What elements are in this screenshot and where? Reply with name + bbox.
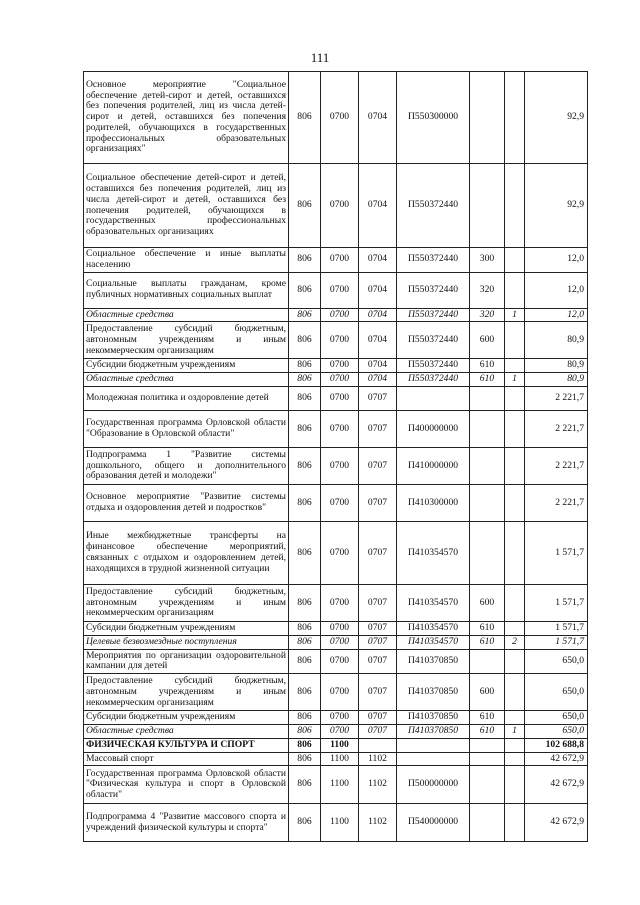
table-body (84, 72, 588, 842)
funding-source-code (505, 322, 525, 359)
amount: 650,0 (525, 724, 588, 738)
table-row (84, 164, 588, 248)
ministry-code: 806 (289, 484, 321, 521)
row-description: Предоставление субсидий бюджетным, автономным учреждениям и иным некоммерческим организациям (84, 674, 289, 711)
table-row (84, 322, 588, 359)
subsection-code (359, 738, 397, 752)
subsection-code: 1102 (359, 752, 397, 766)
table-row (84, 724, 588, 738)
section-code: 0700 (321, 164, 359, 248)
row-description: Молодежная политика и оздоровление детей (84, 386, 289, 410)
expense-type-code: 600 (470, 674, 505, 711)
expense-type-code: 300 (470, 248, 505, 273)
row-description: Иные межбюджетные трансферты на финансовое обеспечение мероприятий, связанных с отдыхом и оздоровлением детей, находящихся в трудной жизненной ситуации (84, 521, 289, 584)
amount: 1 571,7 (525, 635, 588, 649)
section-code: 0700 (321, 674, 359, 711)
expense-type-code: 610 (470, 635, 505, 649)
section-code: 0700 (321, 649, 359, 674)
target-article-code (397, 752, 470, 766)
amount: 650,0 (525, 674, 588, 711)
subsection-code: 0707 (359, 521, 397, 584)
amount: 2 221,7 (525, 410, 588, 447)
target-article-code: П410370850 (397, 724, 470, 738)
funding-source-code (505, 248, 525, 273)
table-row (84, 711, 588, 725)
row-description: Областные средства (84, 308, 289, 322)
subsection-code: 0707 (359, 621, 397, 635)
expense-type-code: 610 (470, 711, 505, 725)
funding-source-code (505, 521, 525, 584)
funding-source-code: 1 (505, 373, 525, 387)
ministry-code: 806 (289, 804, 321, 842)
subsection-code: 0707 (359, 711, 397, 725)
subsection-code: 0704 (359, 322, 397, 359)
row-description: Субсидии бюджетным учреждениям (84, 621, 289, 635)
row-description: Социальное обеспечение и иные выплаты населению (84, 248, 289, 273)
ministry-code: 806 (289, 621, 321, 635)
target-article-code: П550372440 (397, 373, 470, 387)
funding-source-code (505, 484, 525, 521)
section-code: 0700 (321, 521, 359, 584)
row-description: Целевые безвозмездные поступления (84, 635, 289, 649)
funding-source-code (505, 359, 525, 373)
expense-type-code: 610 (470, 373, 505, 387)
amount: 12,0 (525, 308, 588, 322)
row-description: Предоставление субсидий бюджетным, автономным учреждениям и иным некоммерческим организациям (84, 584, 289, 621)
section-code: 0700 (321, 386, 359, 410)
subsection-code: 0704 (359, 272, 397, 308)
subsection-code: 0707 (359, 584, 397, 621)
table-row (84, 447, 588, 484)
row-description: Предоставление субсидий бюджетным, автономным учреждениям и иным некоммерческим организациям (84, 322, 289, 359)
target-article-code: П550372440 (397, 308, 470, 322)
table-row (84, 359, 588, 373)
ministry-code: 806 (289, 447, 321, 484)
section-code: 1100 (321, 738, 359, 752)
subsection-code: 0704 (359, 308, 397, 322)
section-code: 0700 (321, 484, 359, 521)
section-code: 0700 (321, 359, 359, 373)
table-row (84, 766, 588, 804)
subsection-code: 0707 (359, 724, 397, 738)
expense-type-code (470, 766, 505, 804)
table-row (84, 584, 588, 621)
table-row (84, 738, 588, 752)
target-article-code: П500000000 (397, 766, 470, 804)
table-row (84, 248, 588, 273)
section-code: 0700 (321, 584, 359, 621)
expense-type-code (470, 804, 505, 842)
ministry-code: 806 (289, 410, 321, 447)
subsection-code: 0704 (359, 164, 397, 248)
ministry-code: 806 (289, 649, 321, 674)
page-number: 111 (310, 50, 330, 65)
row-description: Мероприятия по организации оздоровительной кампании для детей (84, 649, 289, 674)
ministry-code: 806 (289, 248, 321, 273)
funding-source-code (505, 164, 525, 248)
table-row (84, 484, 588, 521)
table-row (84, 674, 588, 711)
target-article-code: П550372440 (397, 359, 470, 373)
subsection-code: 0707 (359, 447, 397, 484)
section-code: 0700 (321, 72, 359, 164)
row-description: Подпрограмма 4 "Развитие массового спорта и учреждений физической культуры и спорта" (84, 804, 289, 842)
amount: 1 571,7 (525, 621, 588, 635)
amount: 2 221,7 (525, 484, 588, 521)
funding-source-code (505, 649, 525, 674)
table-row (84, 752, 588, 766)
row-description: Областные средства (84, 373, 289, 387)
target-article-code: П410354570 (397, 621, 470, 635)
amount: 2 221,7 (525, 386, 588, 410)
funding-source-code (505, 711, 525, 725)
table-row (84, 635, 588, 649)
section-code: 1100 (321, 804, 359, 842)
ministry-code: 806 (289, 584, 321, 621)
target-article-code: П550372440 (397, 272, 470, 308)
funding-source-code (505, 272, 525, 308)
target-article-code: П410300000 (397, 484, 470, 521)
table-row (84, 804, 588, 842)
expense-type-code: 320 (470, 272, 505, 308)
subsection-code: 0707 (359, 386, 397, 410)
expense-type-code (470, 752, 505, 766)
ministry-code: 806 (289, 386, 321, 410)
amount: 92,9 (525, 72, 588, 164)
ministry-code: 806 (289, 322, 321, 359)
expense-type-code: 610 (470, 621, 505, 635)
ministry-code: 806 (289, 164, 321, 248)
subsection-code: 0707 (359, 649, 397, 674)
target-article-code (397, 738, 470, 752)
ministry-code: 806 (289, 72, 321, 164)
ministry-code: 806 (289, 711, 321, 725)
target-article-code: П400000000 (397, 410, 470, 447)
funding-source-code (505, 766, 525, 804)
subsection-code: 0704 (359, 373, 397, 387)
expense-type-code: 600 (470, 322, 505, 359)
target-article-code: П410370850 (397, 649, 470, 674)
section-code: 0700 (321, 447, 359, 484)
section-code: 0700 (321, 711, 359, 725)
section-code: 0700 (321, 322, 359, 359)
funding-source-code (505, 410, 525, 447)
table-row (84, 72, 588, 164)
ministry-code: 806 (289, 521, 321, 584)
funding-source-code (505, 447, 525, 484)
subsection-code: 0704 (359, 359, 397, 373)
row-description: Основное мероприятие "Развитие системы отдыха и оздоровления детей и подростков" (84, 484, 289, 521)
amount: 42 672,9 (525, 752, 588, 766)
expense-type-code (470, 447, 505, 484)
amount: 1 571,7 (525, 521, 588, 584)
expense-type-code: 610 (470, 724, 505, 738)
funding-source-code (505, 752, 525, 766)
row-description: Социальные выплаты гражданам, кроме публичных нормативных социальных выплат (84, 272, 289, 308)
expense-type-code: 320 (470, 308, 505, 322)
subsection-code: 0704 (359, 72, 397, 164)
amount: 650,0 (525, 711, 588, 725)
section-code: 1100 (321, 766, 359, 804)
ministry-code: 806 (289, 373, 321, 387)
budget-table (83, 71, 588, 842)
funding-source-code (505, 584, 525, 621)
funding-source-code (505, 621, 525, 635)
ministry-code: 806 (289, 724, 321, 738)
ministry-code: 806 (289, 752, 321, 766)
amount: 2 221,7 (525, 447, 588, 484)
section-code: 0700 (321, 308, 359, 322)
section-code: 0700 (321, 272, 359, 308)
section-code: 1100 (321, 752, 359, 766)
row-description: Подпрограмма 1 "Развитие системы дошкольного, общего и дополнительного образования детей и молодежи" (84, 447, 289, 484)
ministry-code: 806 (289, 359, 321, 373)
subsection-code: 0704 (359, 248, 397, 273)
target-article-code: П550300000 (397, 72, 470, 164)
expense-type-code (470, 738, 505, 752)
expense-type-code: 600 (470, 584, 505, 621)
expense-type-code (470, 410, 505, 447)
row-description: Субсидии бюджетным учреждениям (84, 359, 289, 373)
amount: 650,0 (525, 649, 588, 674)
row-description: Государственная программа Орловской области "Образование в Орловской области" (84, 410, 289, 447)
ministry-code: 806 (289, 272, 321, 308)
section-code: 0700 (321, 248, 359, 273)
target-article-code: П410354570 (397, 521, 470, 584)
amount: 12,0 (525, 272, 588, 308)
target-article-code: П550372440 (397, 322, 470, 359)
funding-source-code (505, 386, 525, 410)
section-code: 0700 (321, 724, 359, 738)
funding-source-code (505, 738, 525, 752)
target-article-code: П550372440 (397, 164, 470, 248)
target-article-code: П550372440 (397, 248, 470, 273)
ministry-code: 806 (289, 674, 321, 711)
target-article-code: П410370850 (397, 711, 470, 725)
expense-type-code (470, 72, 505, 164)
expense-type-code (470, 386, 505, 410)
amount: 42 672,9 (525, 804, 588, 842)
funding-source-code: 1 (505, 308, 525, 322)
expense-type-code (470, 164, 505, 248)
funding-source-code (505, 674, 525, 711)
ministry-code: 806 (289, 738, 321, 752)
amount: 102 688,8 (525, 738, 588, 752)
amount: 12,0 (525, 248, 588, 273)
amount: 42 672,9 (525, 766, 588, 804)
section-code: 0700 (321, 373, 359, 387)
funding-source-code: 1 (505, 724, 525, 738)
target-article-code (397, 386, 470, 410)
section-code: 0700 (321, 635, 359, 649)
row-description: Государственная программа Орловской области "Физическая культура и спорт в Орловской области" (84, 766, 289, 804)
subsection-code: 0707 (359, 635, 397, 649)
expense-type-code: 610 (470, 359, 505, 373)
row-description: Основное мероприятие "Социальное обеспечение детей-сирот и детей, оставшихся без попечения родителей, лиц из числа детей-сирот и детей, оставшихся без попечения родителей, обучающихся в государственных профессиональных образовательных организациях" (84, 72, 289, 164)
table-row (84, 386, 588, 410)
funding-source-code (505, 72, 525, 164)
amount: 80,9 (525, 322, 588, 359)
subsection-code: 1102 (359, 804, 397, 842)
target-article-code: П410354570 (397, 635, 470, 649)
subsection-code: 0707 (359, 484, 397, 521)
row-description: ФИЗИЧЕСКАЯ КУЛЬТУРА И СПОРТ (84, 738, 289, 752)
table-row (84, 621, 588, 635)
section-code: 0700 (321, 621, 359, 635)
expense-type-code (470, 484, 505, 521)
ministry-code: 806 (289, 308, 321, 322)
row-description: Областные средства (84, 724, 289, 738)
section-code: 0700 (321, 410, 359, 447)
amount: 80,9 (525, 373, 588, 387)
table-row (84, 308, 588, 322)
ministry-code: 806 (289, 766, 321, 804)
funding-source-code: 2 (505, 635, 525, 649)
target-article-code: П410000000 (397, 447, 470, 484)
amount: 92,9 (525, 164, 588, 248)
expense-type-code (470, 649, 505, 674)
table-row (84, 272, 588, 308)
expense-type-code (470, 521, 505, 584)
table-row (84, 410, 588, 447)
ministry-code: 806 (289, 635, 321, 649)
funding-source-code (505, 804, 525, 842)
row-description: Массовый спорт (84, 752, 289, 766)
amount: 1 571,7 (525, 584, 588, 621)
target-article-code: П540000000 (397, 804, 470, 842)
amount: 80,9 (525, 359, 588, 373)
table-row (84, 373, 588, 387)
table-row (84, 521, 588, 584)
row-description: Социальное обеспечение детей-сирот и детей, оставшихся без попечения родителей, лиц из числа детей-сирот и детей, оставшихся без попечения родителей, обучающихся в государственных профессиональных образовательных организациях (84, 164, 289, 248)
target-article-code: П410354570 (397, 584, 470, 621)
target-article-code: П410370850 (397, 674, 470, 711)
subsection-code: 0707 (359, 410, 397, 447)
row-description: Субсидии бюджетным учреждениям (84, 711, 289, 725)
subsection-code: 0707 (359, 674, 397, 711)
table-row (84, 649, 588, 674)
subsection-code: 1102 (359, 766, 397, 804)
